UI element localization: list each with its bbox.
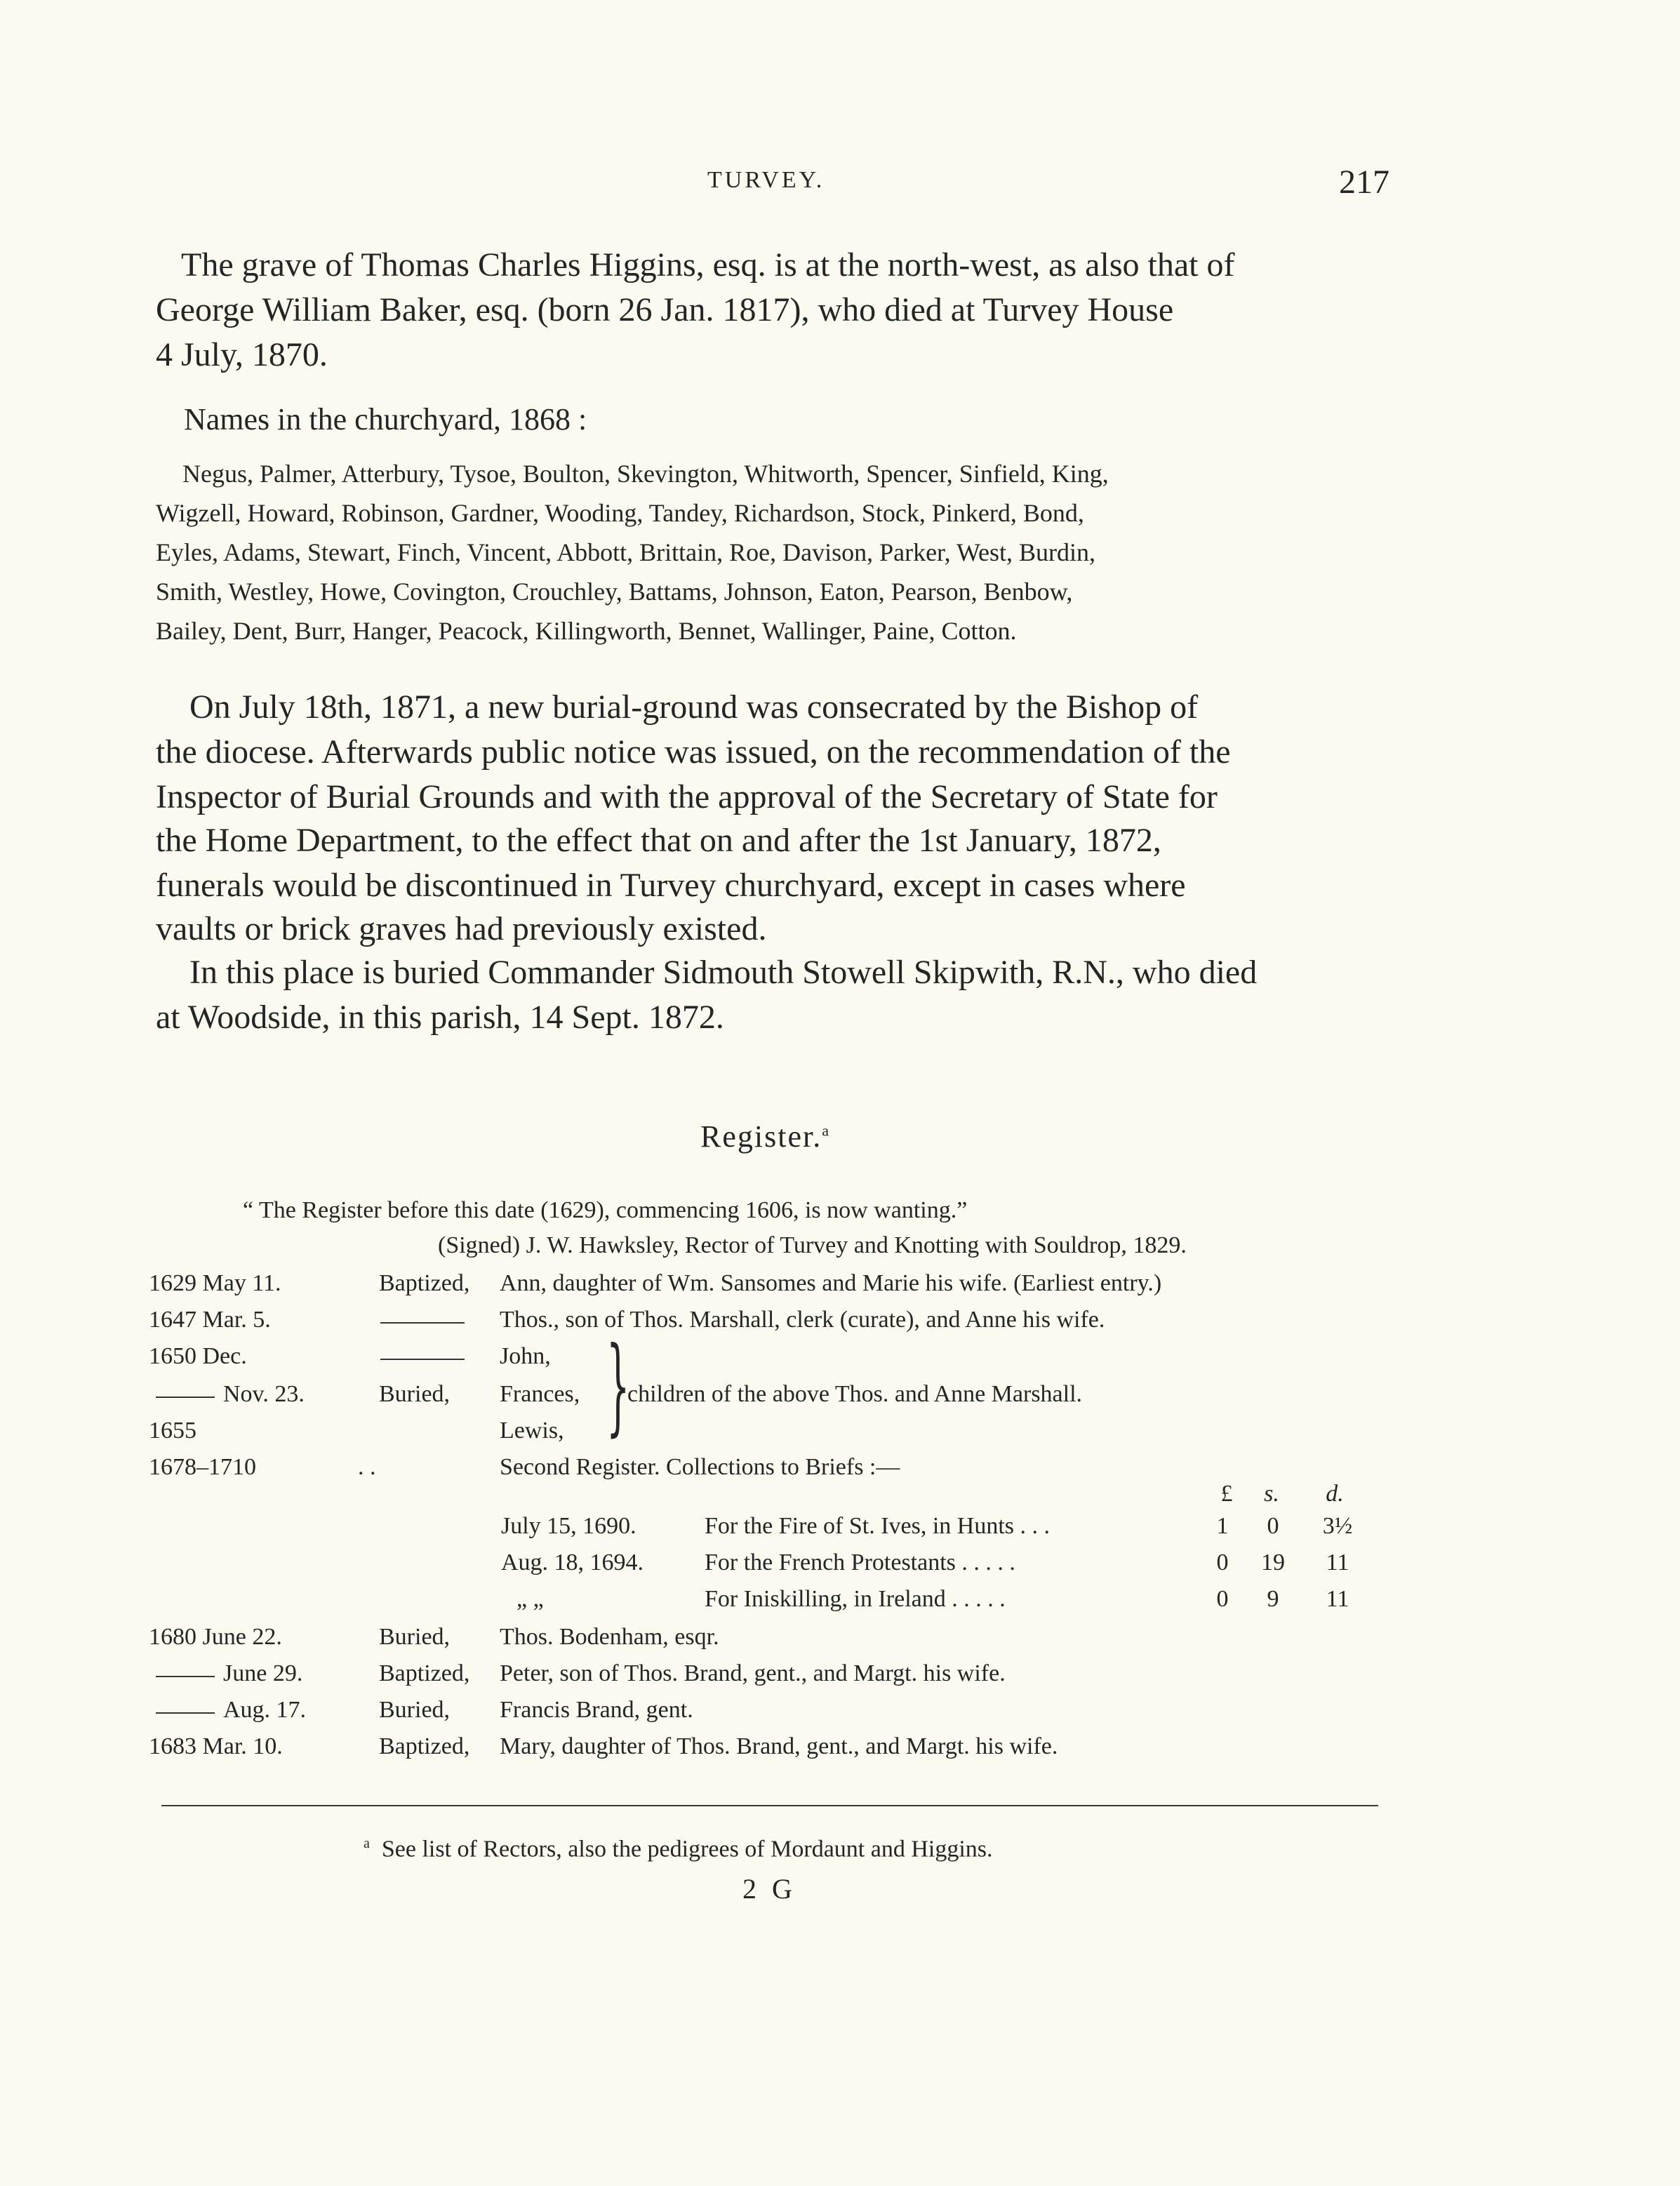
paragraph-2-line-2: the diocese. Afterwards public notice was issued, on the recommendation of the bbox=[156, 733, 1231, 771]
names-heading: Names in the churchyard, 1868 : bbox=[184, 402, 587, 436]
entry-type: Baptized, bbox=[379, 1660, 470, 1686]
entry-date: 1650 Dec. bbox=[149, 1343, 247, 1369]
brief-date: Aug. 18, 1694. bbox=[501, 1549, 644, 1575]
brief-text: For the Fire of St. Ives, in Hunts . . . bbox=[705, 1513, 1051, 1539]
ditto-dash bbox=[156, 1712, 215, 1714]
entry-date: 1680 June 22. bbox=[149, 1624, 282, 1650]
brief-text: For Iniskilling, in Ireland . . . . . bbox=[705, 1586, 1006, 1612]
paragraph-1-line-2: George William Baker, esq. (born 26 Jan. 1817), who died at Turvey House bbox=[156, 291, 1174, 328]
entry-text: Thos. Bodenham, esqr. bbox=[500, 1624, 719, 1650]
brief-pounds: 0 bbox=[1216, 1549, 1229, 1575]
running-head: TURVEY. bbox=[707, 167, 825, 193]
entry-date: 1678–1710 bbox=[149, 1454, 256, 1480]
entry-text: John, bbox=[500, 1343, 551, 1369]
paragraph-2-line-3: Inspector of Burial Grounds and with the approval of the Secretary of State for bbox=[156, 778, 1218, 815]
entry-date: June 29. bbox=[223, 1660, 303, 1686]
names-line-1: Negus, Palmer, Atterbury, Tysoe, Boulton, Skevington, Whitworth, Spencer, Sinfield, King, bbox=[182, 460, 1109, 488]
names-line-2: Wigzell, Howard, Robinson, Gardner, Wooding, Tandey, Richardson, Stock, Pinkerd, Bond, bbox=[156, 499, 1084, 527]
brace-symbol: } bbox=[606, 1325, 630, 1447]
paragraph-3-line-2: at Woodside, in this parish, 14 Sept. 1872. bbox=[156, 999, 724, 1036]
footnote: $^a$ See list of Rectors, also the pedigrees of Mordaunt and Higgins. bbox=[364, 1836, 993, 1862]
entry-text: Francis Brand, gent. bbox=[500, 1697, 693, 1723]
page-number: 217 bbox=[1339, 164, 1389, 201]
brief-shillings: 0 bbox=[1267, 1513, 1279, 1539]
paragraph-1-line-3: 4 July, 1870. bbox=[156, 336, 328, 373]
paragraph-2-line-6: vaults or brick graves had previously existed. bbox=[156, 910, 767, 947]
brief-date: July 15, 1690. bbox=[501, 1513, 636, 1539]
entry-date: 1629 May 11. bbox=[149, 1270, 281, 1296]
brief-pounds: 0 bbox=[1216, 1586, 1229, 1612]
brief-text: For the French Protestants . . . . . bbox=[705, 1549, 1015, 1575]
register-heading: Register.$^a$ bbox=[700, 1119, 830, 1154]
entry-text: Second Register. Collections to Briefs :— bbox=[500, 1454, 900, 1480]
entry-type: Baptized, bbox=[379, 1270, 470, 1296]
paragraph-3-line-1: In this place is buried Commander Sidmouth Stowell Skipwith, R.N., who died bbox=[189, 954, 1258, 991]
ditto-dash bbox=[156, 1397, 215, 1398]
brief-pence: 3½ bbox=[1322, 1513, 1353, 1539]
register-signed: (Signed) J. W. Hawksley, Rector of Turvey and Knotting with Souldrop, 1829. bbox=[438, 1232, 1187, 1258]
paragraph-1-line-1: The grave of Thomas Charles Higgins, esq. is at the north-west, as also that of bbox=[181, 246, 1235, 284]
names-line-3: Eyles, Adams, Stewart, Finch, Vincent, Abbott, Brittain, Roe, Davison, Parker, West, Burdin, bbox=[156, 538, 1096, 566]
footnote-rule bbox=[161, 1805, 1378, 1806]
paragraph-2-line-1: On July 18th, 1871, a new burial-ground was consecrated by the Bishop of bbox=[189, 688, 1199, 726]
brief-pence: 11 bbox=[1326, 1549, 1349, 1575]
entry-date: 1683 Mar. 10. bbox=[149, 1733, 283, 1759]
brief-pence: 11 bbox=[1326, 1586, 1349, 1612]
entry-text: Mary, daughter of Thos. Brand, gent., and Margt. his wife. bbox=[500, 1733, 1058, 1759]
entry-date: 1655 bbox=[149, 1418, 196, 1444]
entry-text: Thos., son of Thos. Marshall, clerk (curate), and Anne his wife. bbox=[500, 1307, 1105, 1333]
entry-text: Peter, son of Thos. Brand, gent., and Margt. his wife. bbox=[500, 1660, 1006, 1686]
entry-text: Frances, bbox=[500, 1381, 580, 1407]
signature-mark: 2 G bbox=[742, 1873, 796, 1905]
brief-pounds: 1 bbox=[1216, 1513, 1229, 1539]
entry-date: 1647 Mar. 5. bbox=[149, 1307, 271, 1333]
brief-shillings: 19 bbox=[1261, 1549, 1285, 1575]
entry-text: Lewis, bbox=[500, 1418, 564, 1444]
entry-text: Ann, daughter of Wm. Sansomes and Marie his wife. (Earliest entry.) bbox=[500, 1270, 1162, 1296]
entry-date: Aug. 17. bbox=[223, 1697, 307, 1723]
leader-dots: . . bbox=[358, 1454, 376, 1480]
brief-date: „ „ bbox=[516, 1586, 544, 1612]
paragraph-2-line-5: funerals would be discontinued in Turvey churchyard, except in cases where bbox=[156, 867, 1186, 904]
pounds-header: £ bbox=[1220, 1481, 1233, 1507]
pence-header: d. bbox=[1326, 1481, 1344, 1507]
entry-type: Buried, bbox=[379, 1381, 451, 1407]
brief-shillings: 9 bbox=[1267, 1586, 1279, 1612]
ditto-dash bbox=[156, 1676, 215, 1677]
names-line-4: Smith, Westley, Howe, Covington, Crouchley, Battams, Johnson, Eaton, Pearson, Benbow, bbox=[156, 578, 1073, 606]
names-line-5: Bailey, Dent, Burr, Hanger, Peacock, Killingworth, Bennet, Wallinger, Paine, Cotton. bbox=[156, 617, 1017, 645]
children-note: children of the above Thos. and Anne Marshall. bbox=[627, 1381, 1083, 1407]
ditto-dash bbox=[380, 1359, 465, 1360]
shillings-header: s. bbox=[1264, 1481, 1279, 1507]
entry-date: Nov. 23. bbox=[223, 1381, 305, 1407]
ditto-dash bbox=[380, 1322, 465, 1324]
entry-type: Baptized, bbox=[379, 1733, 470, 1759]
register-quote: “ The Register before this date (1629), commencing 1606, is now wanting.” bbox=[243, 1197, 968, 1223]
paragraph-2-line-4: the Home Department, to the effect that on and after the 1st January, 1872, bbox=[156, 822, 1161, 859]
entry-type: Buried, bbox=[379, 1624, 451, 1650]
entry-type: Buried, bbox=[379, 1697, 451, 1723]
